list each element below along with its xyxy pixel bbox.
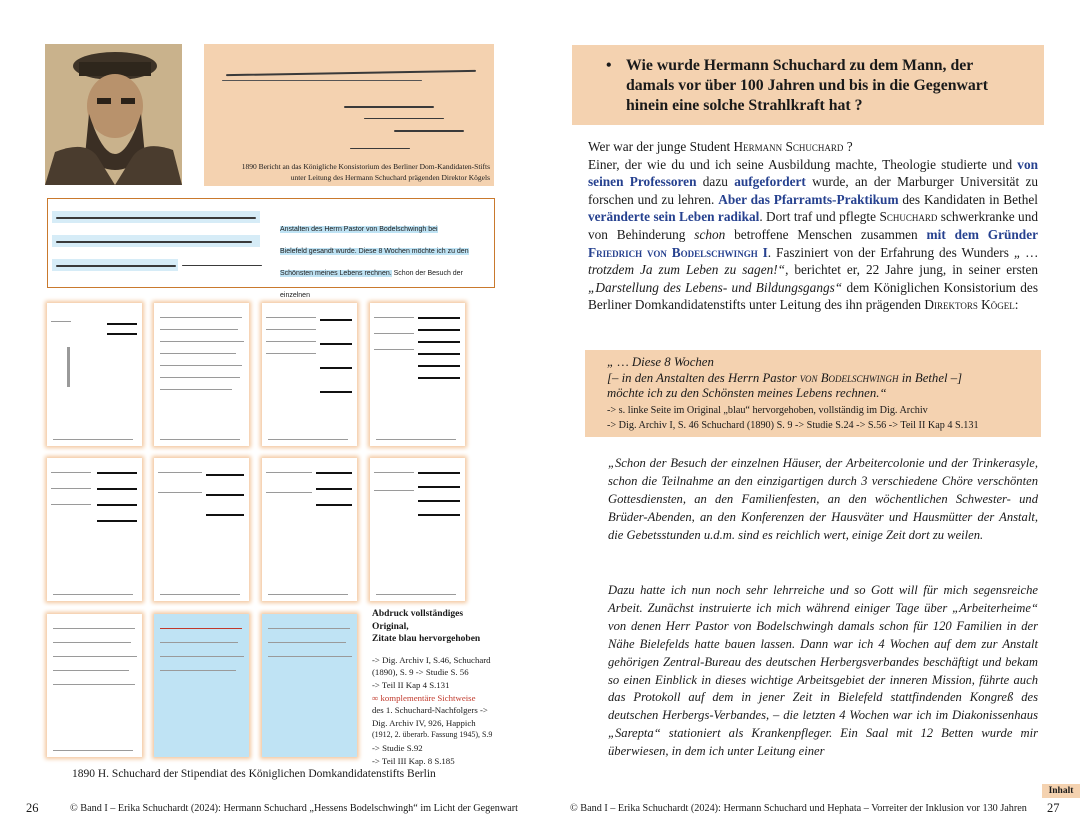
name-smallcaps: von Bodelschwingh: [799, 370, 899, 385]
sidebar-line: -> Teil II Kap 4 S.131: [372, 679, 450, 690]
text: . Dort traf und pflegte: [759, 209, 880, 225]
heading-line-3: hinein eine solche Strahlkraft hat ?: [626, 97, 863, 114]
portrait-photo: [45, 44, 182, 185]
italic-text: schon: [694, 226, 726, 242]
sidebar-title-1: Abdruck vollständiges Original,: [372, 609, 464, 632]
name-smallcaps: Hermann Schuchard: [733, 139, 844, 154]
highlight: von seinen Professoren: [588, 156, 1038, 190]
text: in Bethel –]: [898, 370, 963, 385]
page-thumbnail: [370, 458, 465, 601]
page-thumbnail-highlighted: [154, 614, 249, 757]
italic-text: „ … trotzdem Ja zum Leben zu sagen!“: [588, 244, 1038, 278]
page-number-right: 27: [1047, 801, 1060, 815]
page-thumbnail: [262, 458, 357, 601]
page-thumbnail: [47, 458, 142, 601]
sidebar-line: des 1. Schuchard-Nachfolgers ->: [372, 705, 488, 716]
heading-line-2: damals vor über 100 Jahren und bis in die Gegenwart: [626, 77, 989, 94]
excerpt-line-1: Anstalten des Herrn Pastor von Bodelschwingh bei: [280, 226, 438, 233]
manuscript-excerpt-box: [47, 198, 495, 299]
page-thumbnail: [154, 303, 249, 446]
page-thumbnail: [262, 303, 357, 446]
quote-line-1: „ … Diese 8 Wochen: [607, 355, 714, 369]
sidebar-line: (1890), S. 9 -> Studie S. 56: [372, 667, 469, 678]
text: dazu: [696, 174, 735, 190]
highlight: mit dem Gründer: [926, 226, 1039, 242]
text: schwerkranke und von Behinderung: [588, 209, 1038, 242]
quote-ref-2: -> Dig. Archiv I, S. 46 Schuchard (1890) S. 9 -> Studie S.24 -> S.56 -> Teil II Kap 4 S.131: [607, 419, 979, 431]
intro-paragraph: [588, 138, 1038, 314]
question-heading-box: [572, 45, 1044, 125]
text: Einer, der wie du und ich seine Ausbildung machte, Theologie studierte und: [588, 156, 1018, 172]
page-thumbnail-highlighted: [262, 614, 357, 757]
page-thumbnail: [370, 303, 465, 446]
text: :: [1014, 297, 1019, 313]
text: , berichtet er, 22 Jahre jung, in seiner ersten: [785, 262, 1038, 278]
excerpt-line-3: Schönsten meines Lebens rechnen.: [280, 270, 392, 277]
manuscript-caption-1: 1890 Bericht an das Königliche Konsistorium des Berliner Dom-Kandidaten-Stifts: [241, 162, 490, 171]
highlight: aufgefordert: [734, 174, 806, 190]
italic-text: „Darstellung des Lebens- und Bildungsgangs“: [588, 279, 843, 295]
manuscript-caption-2: unter Leitung des Hermann Schuchard prägenden Direktor Kögels: [290, 173, 490, 182]
quote-paragraph-2: Dazu hatte ich nun noch sehr lehrreiche und so Gott will für mich segensreiche Arbeit. Zunächst instruierte ich mich während einiger Tage über „Arbeiterheime“ von denen Herr Pastor von Bodelschwingh damals schon für 120 Familien in der Nähe Bielefelds hatte bauen lassen. Dann war ich 4 Wochen auf dem zur Anstalt gehörigen Zentral-Bureau des deutschen Herbergsverbandes beschäftigt und bekam so einen Einblick in dieses wichtige Arbeitsgebiet der inneren Mission, führte auch das Protokoll auf dem in jener Zeit in Bielefeld stattfindenden Kongreß des deutschen Herbergs-Verbandes, – die letzten 4 Wochen war ich im Diakonissenhaus „Sarepta“ stationiert als Krankenpfleger. Ein Saal mit 12 Betten wurde mir überwiesen, in dem ich unter Leitung einer: [608, 583, 1038, 759]
sidebar-line: -> Dig. Archiv I, S.46, Schuchard: [372, 654, 491, 665]
text: betroffene Menschen zusammen: [725, 226, 927, 242]
page-number-left: 26: [26, 801, 39, 815]
sidebar-red-line: ∞ komplementäre Sichtweise: [372, 692, 476, 703]
name-smallcaps: Schuchard: [879, 209, 938, 225]
text: wurde, an der Marburger Universität zu forschen und zu lehren.: [588, 174, 1038, 207]
sidebar-line: -> Studie S.92: [372, 742, 423, 753]
page-thumbnail: [154, 458, 249, 601]
sidebar-line: (1912, 2. überarb. Fassung 1945), S.9: [372, 730, 493, 740]
highlight: Aber das Pfarramts-Praktikum: [718, 191, 899, 207]
heading-line-1: Wie wurde Hermann Schuchard zu dem Mann, der: [626, 57, 974, 74]
thumbnail-sidebar: [372, 608, 502, 767]
name-smallcaps: Direktors Kögel: [924, 297, 1015, 313]
page-thumbnail: [47, 614, 142, 757]
quote-line-3: möchte ich zu den Schönsten meines Lebens rechnen.“: [607, 386, 887, 400]
excerpt-line-2: Bielefeld gesandt wurde. Diese 8 Wochen möchte ich zu den: [280, 248, 469, 255]
bottom-caption: 1890 H. Schuchard der Stipendiat des Königlichen Domkandidatenstifts Berlin: [72, 768, 436, 780]
text: . Fasziniert von der Erfahrung des Wunders: [767, 244, 1014, 260]
heading-bullet: •: [606, 57, 612, 74]
text: [– in den Anstalten des Herrn Pastor: [607, 370, 800, 385]
highlight: veränderte sein Leben radikal: [588, 209, 760, 225]
sidebar-title-2: Zitate blau hervorgehoben: [372, 634, 481, 645]
sidebar-line: -> Teil III Kap. 8 S.185: [372, 755, 455, 766]
quote-box: [585, 350, 1041, 437]
text: dem Königlichen Konsistorium des Berliner Domkandidatenstifts unter Leitung des ihn prägenden: [588, 279, 1039, 313]
sidebar-line: Dig. Archiv IV, 926, Happich: [372, 717, 476, 728]
highlight-smallcaps: Friedrich von Bodelschwingh I: [588, 244, 768, 260]
excerpt-tail: Schon der Besuch der einzelnen: [280, 270, 463, 299]
text: des Kandidaten in Bethel: [898, 191, 1038, 207]
quote-ref-1: -> s. linke Seite im Original „blau“ hervorgehoben, vollständig im Dig. Archiv: [607, 405, 928, 416]
manuscript-title-image: [204, 44, 494, 186]
quote-paragraph-1: „Schon der Besuch der einzelnen Häuser, der Arbeitercolonie und der Trinkerasyle, schon die Teilnahme an den einzigartigen durch 3 verschiedene Chöre verschönten Gottesdiensten, an den Familienfesten, an den wöchentlichen Schwester- und Brüder-Abenden, an den Konferenzen der Hausväter und Hausmütter der Anstalt, die Gebetsstunden u.d.m. sind es reichlich wert, einige Zeit dort zu weilen.: [608, 456, 1038, 542]
text: ?: [843, 139, 853, 154]
text: Wer war der junge Student: [588, 139, 734, 154]
footer-left: © Band I – Erika Schuchardt (2024): Hermann Schuchard „Hessens Bodelschwingh“ im Licht der Gegenwart: [70, 803, 518, 814]
page-thumbnail: [47, 303, 142, 446]
footer-right: © Band I – Erika Schuchardt (2024): Hermann Schuchard und Hephata – Vorreiter der Inklusion vor 130 Jahren: [570, 803, 1027, 814]
inhalt-link[interactable]: Inhalt: [1042, 784, 1080, 798]
